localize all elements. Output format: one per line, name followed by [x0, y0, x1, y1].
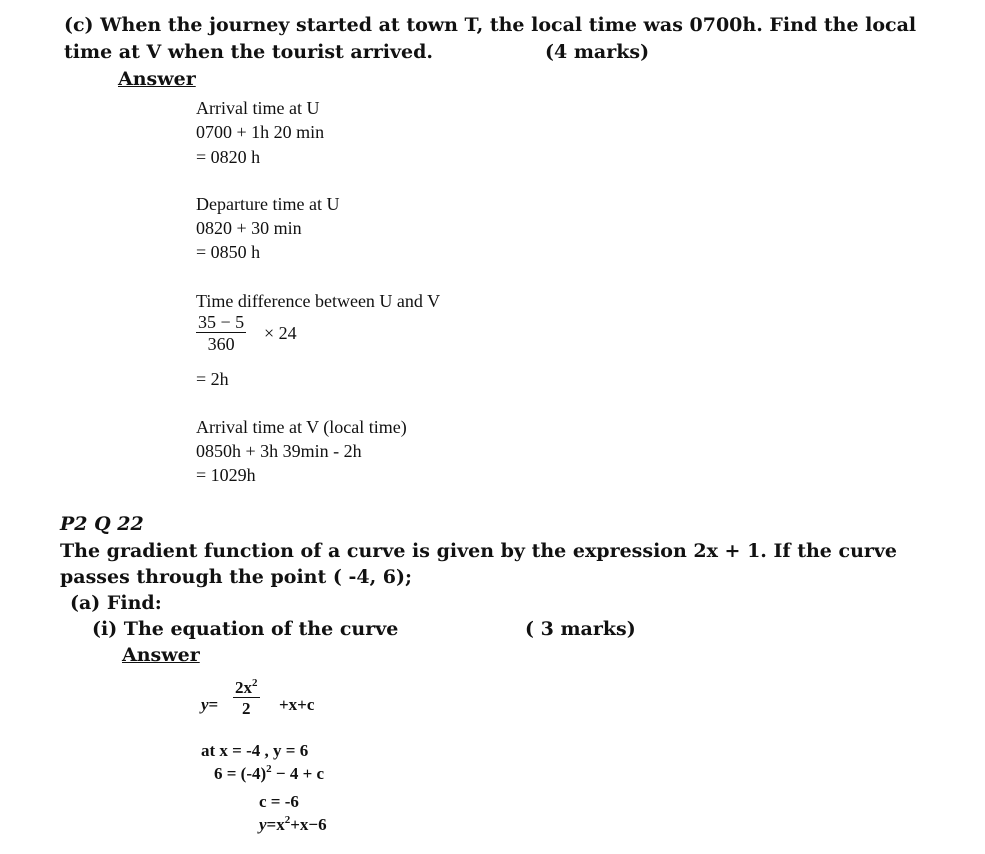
answer-label-22: Answer — [122, 644, 200, 666]
question-c-marks: (4 marks) — [545, 41, 650, 63]
integral-numerator — [233, 678, 260, 698]
arrival-v-line2: = 1029h — [196, 465, 256, 485]
sub-exponent: 2 — [266, 763, 272, 775]
y-variable: y — [201, 695, 209, 714]
time-diff-denominator: 360 — [207, 334, 235, 354]
time-diff-numerator: 35 − 5 — [198, 312, 245, 332]
departure-u-heading: Departure time at U — [196, 194, 340, 214]
final-tail: +x−6 — [290, 815, 327, 834]
integral-fraction — [233, 678, 260, 719]
arrival-v-line1: 0850h + 3h 39min - 2h — [196, 441, 362, 461]
arrival-u-line2: = 0820 h — [196, 147, 261, 167]
question-c-line2: time at V when the tourist arrived. — [64, 41, 433, 63]
time-diff-fraction — [196, 313, 246, 354]
question-22-marks: ( 3 marks) — [525, 618, 636, 640]
numerator-text: 2x — [235, 678, 252, 697]
numerator-exponent: 2 — [252, 677, 258, 689]
sub-right: − 4 + c — [271, 764, 325, 783]
arrival-u-heading: Arrival time at U — [196, 98, 320, 118]
substitution-at-line: at x = -4 , y = 6 — [201, 741, 309, 760]
substitution-equation — [214, 764, 324, 784]
time-diff-result: = 2h — [196, 369, 229, 389]
arrival-u-line1: 0700 + 1h 20 min — [196, 122, 325, 142]
answer-label-c: Answer — [118, 68, 196, 90]
arrival-v-heading: Arrival time at V (local time) — [196, 417, 407, 437]
question-22-line1: The gradient function of a curve is given by the expression 2x + 1. If the curve — [60, 540, 898, 562]
question-22-part-i: (i) The equation of the curve — [92, 618, 399, 640]
final-y: y — [259, 815, 267, 834]
time-diff-multiplier: × 24 — [264, 323, 297, 343]
departure-u-line2: = 0850 h — [196, 242, 261, 262]
final-eq: =x — [266, 815, 285, 834]
sub-left: 6 = (-4) — [214, 764, 267, 783]
question-22-ref: P2 Q 22 — [60, 513, 144, 535]
departure-u-line1: 0820 + 30 min — [196, 218, 302, 238]
final-equation — [259, 815, 327, 835]
question-22-line2: passes through the point ( -4, 6); — [60, 566, 413, 588]
working-y-lhs — [201, 695, 218, 715]
equals-sign: = — [208, 695, 219, 714]
integral-tail: +x+c — [279, 695, 315, 714]
time-diff-heading: Time difference between U and V — [196, 291, 441, 311]
final-exponent: 2 — [284, 814, 291, 826]
question-c-line1: (c) When the journey started at town T, the local time was 0700h. Find the local — [64, 14, 917, 36]
integral-denominator: 2 — [242, 699, 251, 718]
question-22-part-a: (a) Find: — [70, 592, 162, 614]
c-value: c = -6 — [259, 792, 299, 811]
